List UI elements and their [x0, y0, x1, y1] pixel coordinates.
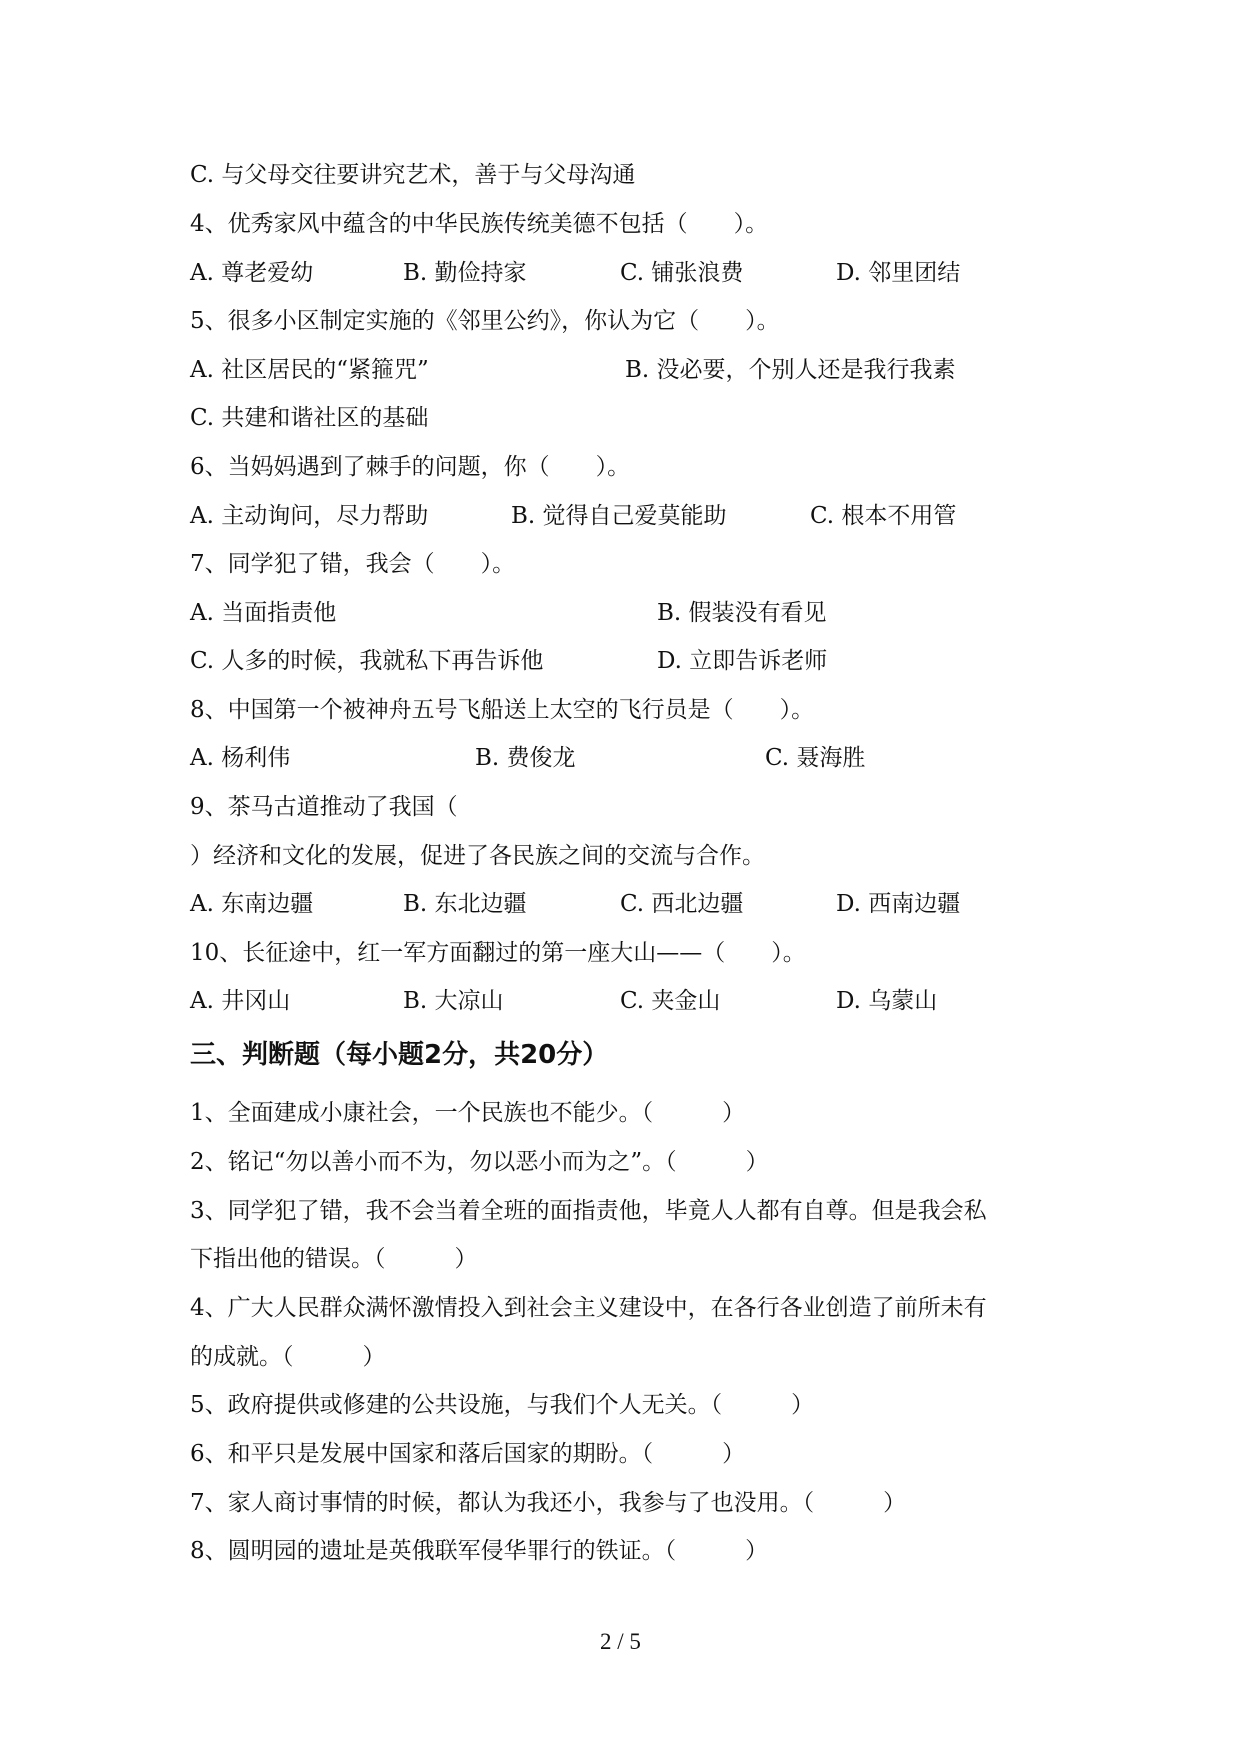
option-c: C. 夹金山: [620, 988, 721, 1014]
tf-item-4-line1: 4、广大人民群众满怀激情投入到社会主义建设中，在各行各业创造了前所未有: [190, 1295, 987, 1321]
tf-item-5: 5、政府提供或修建的公共设施，与我们个人无关。（ ）: [190, 1392, 815, 1418]
option-b: B. 勤俭持家: [403, 260, 527, 286]
question-5: 5、很多小区制定实施的《邻里公约》，你认为它（ ）。: [190, 308, 780, 334]
tf-item-2: 2、铭记“勿以善小而不为，勿以恶小而为之”。（ ）: [190, 1149, 769, 1175]
question-8: 8、中国第一个被神舟五号飞船送上太空的飞行员是（ ）。: [190, 697, 815, 723]
option-c: C. 聂海胜: [765, 745, 866, 771]
option-a: A. 主动询问，尽力帮助: [190, 503, 429, 529]
option-a: A. 社区居民的“紧箍咒”: [190, 357, 429, 383]
option-b: B. 假装没有看见: [657, 600, 827, 626]
option-c: C. 根本不用管: [810, 503, 957, 529]
option-c: C. 铺张浪费: [620, 260, 744, 286]
tf-item-8: 8、圆明园的遗址是英俄联军侵华罪行的铁证。（ ）: [190, 1538, 769, 1564]
tf-item-4-line2: 的成就。（ ）: [190, 1344, 386, 1370]
option-d: D. 立即告诉老师: [657, 648, 828, 674]
option-c: C. 人多的时候，我就私下再告诉他: [190, 648, 544, 674]
option-b: B. 觉得自己爱莫能助: [511, 503, 727, 529]
tf-item-1: 1、全面建成小康社会，一个民族也不能少。（ ）: [190, 1100, 746, 1126]
question-7: 7、同学犯了错，我会（ ）。: [190, 551, 516, 577]
tf-item-7: 7、家人商讨事情的时候，都认为我还小，我参与了也没用。（ ）: [190, 1490, 907, 1516]
option-b: B. 没必要，个别人还是我行我素: [625, 357, 956, 383]
question-9-line1: 9、茶马古道推动了我国（: [190, 794, 458, 820]
question-10: 10、长征途中，红一军方面翻过的第一座大山——（ ）。: [190, 940, 806, 966]
question-5-option-c: C. 共建和谐社区的基础: [190, 405, 429, 431]
option-a: A. 东南边疆: [190, 891, 314, 917]
page-number: 2 / 5: [600, 1629, 641, 1654]
tf-item-6: 6、和平只是发展中国家和落后国家的期盼。（ ）: [190, 1441, 746, 1467]
option-d: D. 西南边疆: [836, 891, 961, 917]
option-a: A. 尊老爱幼: [190, 260, 314, 286]
option-d: D. 邻里团结: [836, 260, 961, 286]
question-4: 4、优秀家风中蕴含的中华民族传统美德不包括（ ）。: [190, 211, 769, 237]
option-c: C. 西北边疆: [620, 891, 744, 917]
section-heading-true-false: 三、判断题（每小题2分，共20分）: [190, 1040, 609, 1070]
option-a: A. 杨利伟: [190, 745, 291, 771]
question-6: 6、当妈妈遇到了棘手的问题，你（ ）。: [190, 454, 631, 480]
q3-option-c: C. 与父母交往要讲究艺术，善于与父母沟通: [190, 162, 636, 188]
option-b: B. 东北边疆: [403, 891, 527, 917]
option-a: A. 当面指责他: [190, 600, 337, 626]
tf-item-3-line2: 下指出他的错误。（ ）: [190, 1246, 478, 1272]
question-9-line2: ）经济和文化的发展，促进了各民族之间的交流与合作。: [190, 843, 765, 869]
option-d: D. 乌蒙山: [836, 988, 938, 1014]
option-b: B. 费俊龙: [475, 745, 576, 771]
option-b: B. 大凉山: [403, 988, 504, 1014]
tf-item-3-line1: 3、同学犯了错，我不会当着全班的面指责他，毕竟人人都有自尊。但是我会私: [190, 1198, 987, 1224]
option-a: A. 井冈山: [190, 988, 291, 1014]
